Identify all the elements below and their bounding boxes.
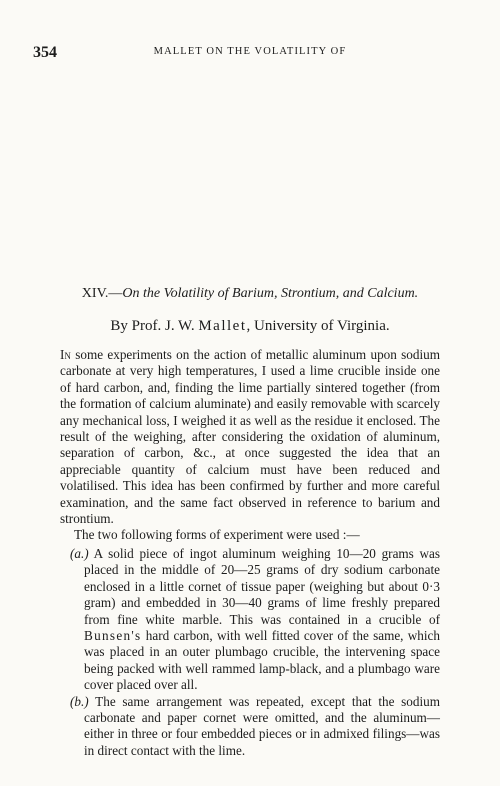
item-spaced-name: Bunsen's: [84, 627, 142, 643]
article-title: [0, 286, 500, 302]
author-affiliation: , University of Virginia.: [246, 318, 390, 334]
paragraph-intro-text: some experiments on the action of metallic aluminum upon sodium carbonate at very high temperatures, I used a lime crucible inside one of hard carbon, and, finding the lime partially sintered together (from the formation of calcium aluminate) and easily removable with scarcely any mechanical loss, I weighed it as well as the residue it enclosed. The result of the weighing, after considering the oxidation of aluminum, separation of carbon, &c., at once suggested the idea that an appreciable quantity of calcium must have been reduced and volatilised. This idea has been confirmed by further and more careful examination, and the same fact observed in reference to barium and strontium.: [60, 347, 440, 527]
byline: [0, 318, 500, 335]
page-number: 354: [33, 44, 57, 61]
list-item: [60, 546, 440, 694]
article-number: XIV.—: [81, 286, 123, 301]
item-label: (a.): [70, 545, 89, 561]
item-text: A solid piece of ingot aluminum weighing 10—20 grams was placed in the middle of 20—25 grams of dry sodium carbonate enclosed in a little cornet of tissue paper (weighing but about 0·3 gram) and embedded in 30—40 grams of lime freshly prepared from fine white marble. This was contained in a crucible of: [84, 545, 440, 627]
paragraph-intro: [60, 347, 440, 527]
paragraph-forms: The two following forms of experiment were used :—: [74, 527, 360, 543]
item-text-continued: hard carbon, with well fitted cover of the same, which was placed in an outer plumbago crucible, the intervening space being packed with well rammed lamp-black, and a plumbago ware cover placed over all.: [84, 627, 440, 693]
running-header: [33, 44, 467, 64]
byline-prefix: By Prof. J. W.: [110, 318, 199, 334]
list-item: [60, 694, 440, 760]
item-text: The same arrangement was repeated, except that the sodium carbonate and paper cornet were omitted, and the aluminum—either in three or four embedded pieces or in admixed filings—was in direct contact with the lime.: [84, 693, 440, 758]
article-body: [60, 347, 440, 759]
paragraph-lead-word: In: [60, 347, 71, 362]
author-name: Mallet: [198, 318, 247, 334]
item-label: (b.): [70, 693, 89, 709]
running-title: MALLET ON THE VOLATILITY OF: [153, 46, 347, 57]
experiment-list: [60, 546, 440, 759]
article-title-text: On the Volatility of Barium, Strontium, and Calcium.: [122, 286, 419, 301]
